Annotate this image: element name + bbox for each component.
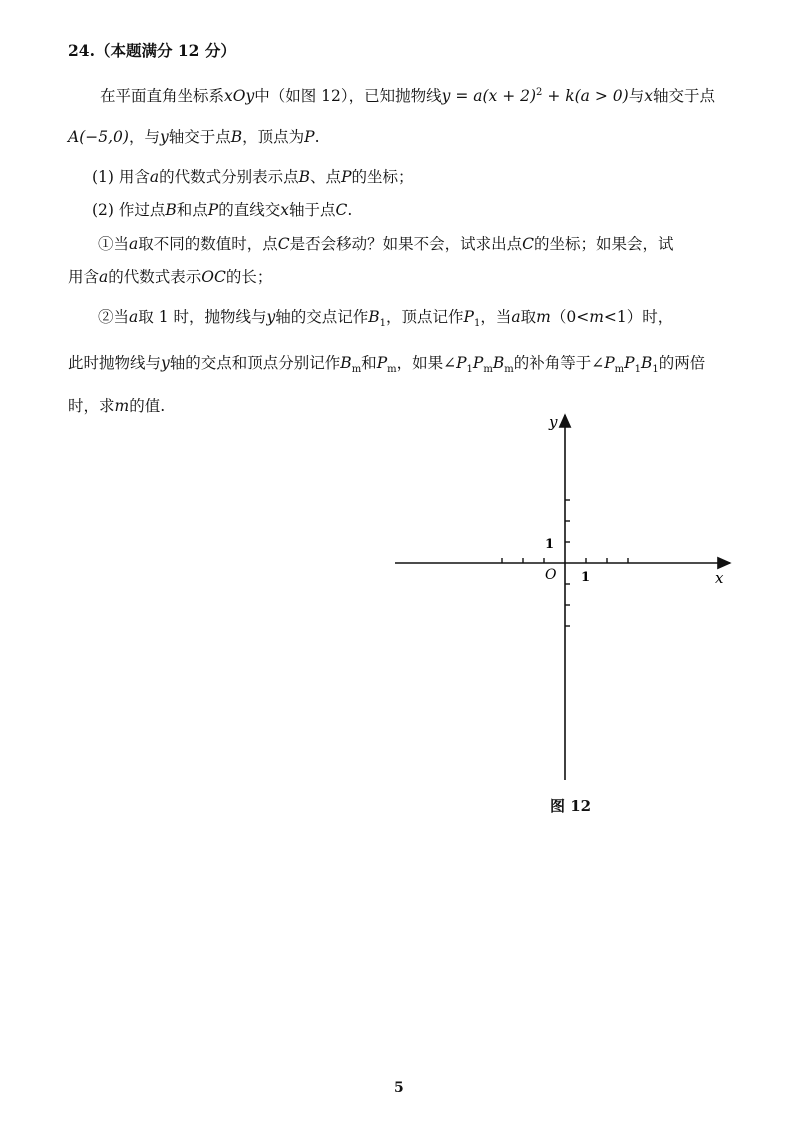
question-2-1: ①当a取不同的数值时，点C是否会移动？如果不会，试求出点C的坐标；如果会，试 <box>98 235 674 253</box>
question-2: (2) 作过点B和点P的直线交x轴于点C. <box>92 201 353 219</box>
figure-caption: 图 12 <box>550 797 592 815</box>
coordinate-figure <box>390 405 740 790</box>
question-2-2-end: 时，求m的值. <box>68 397 166 415</box>
problem-stem-line2: A(−5,0)，与y轴交于点B，顶点为P. <box>68 128 320 146</box>
question-2-2-cont: 此时抛物线与y轴的交点和顶点分别记作$B_m$和$P_m$，如果$\angle P_1P_mB_m$的补角等于$\angle P_mP_1B_1$的两倍 <box>68 354 706 376</box>
problem-heading: 24.（本题满分 12 分） <box>68 41 236 60</box>
problem-stem-line1: 在平面直角坐标系xOy中（如图 12），已知抛物线$y = a(x + 2)^2 + k(a > 0)$与x轴交于点 <box>100 87 715 106</box>
x-axis-label: x <box>715 569 724 587</box>
y-axis-label: y <box>549 413 558 431</box>
question-1: (1) 用含a的代数式分别表示点B、点P的坐标； <box>92 168 414 186</box>
page-number: 5 <box>394 1080 404 1096</box>
x-tick-label: 1 <box>581 570 591 585</box>
question-2-2: ②当a取 1 时，抛物线与y轴的交点记作$B_1$，顶点记作$P_1$，当a取m（0<m<1）时， <box>98 308 674 330</box>
origin-label: O <box>545 567 557 583</box>
question-2-1-cont: 用含a的代数式表示OC的长； <box>68 268 273 286</box>
y-tick-label: 1 <box>545 537 555 552</box>
